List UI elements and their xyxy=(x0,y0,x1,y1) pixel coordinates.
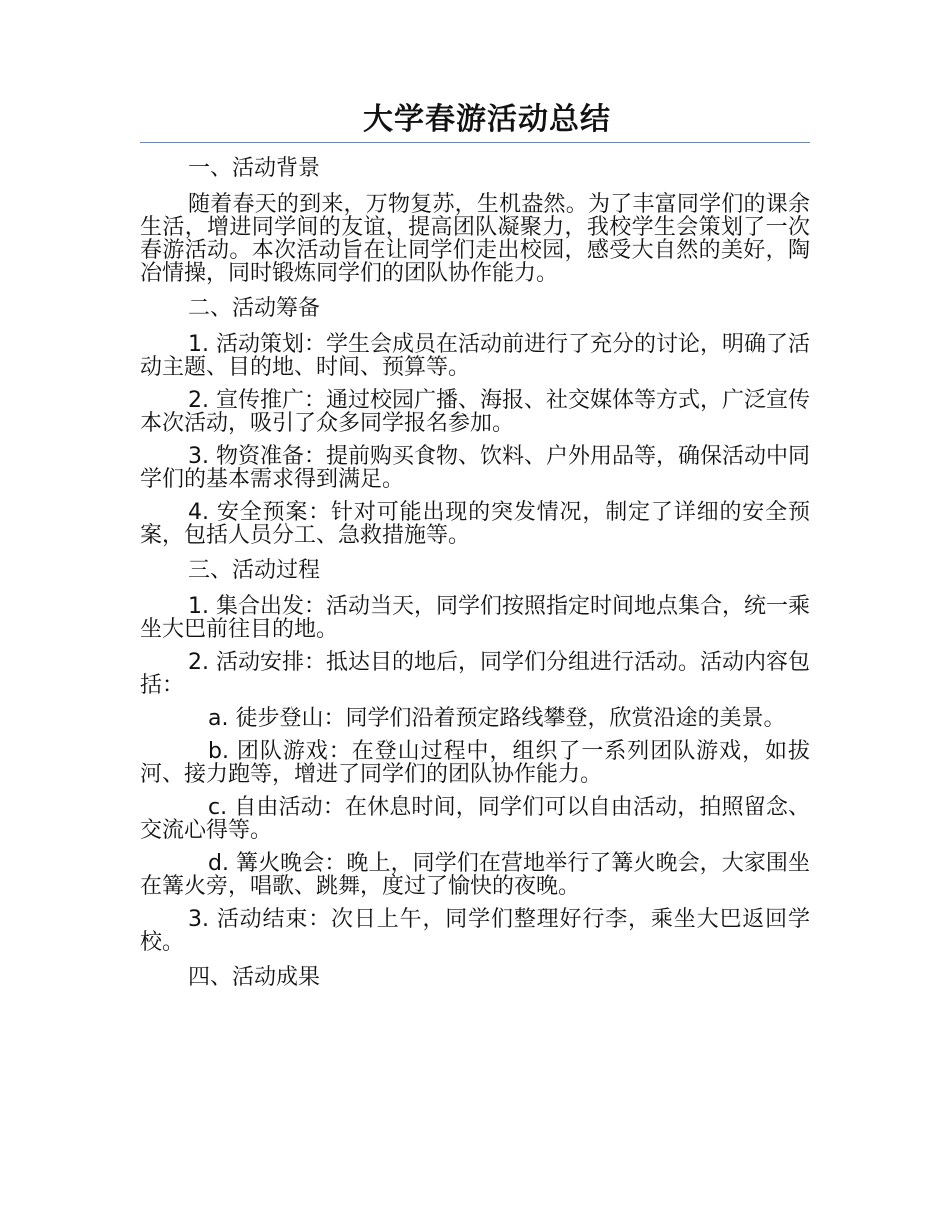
process-subitem-team-games: b. 团队游戏：在登山过程中，组织了一系列团队游戏，如拔河、接力跑等，增进了同学们的团队协作能力。 xyxy=(140,739,810,787)
process-subitem-free-time: c. 自由活动：在休息时间，同学们可以自由活动，拍照留念、交流心得等。 xyxy=(140,795,810,843)
section-heading-results: 四、活动成果 xyxy=(188,965,321,990)
preparation-item-safety: 4. 安全预案：针对可能出现的突发情况，制定了详细的安全预案，包括人员分工、急救措施等。 xyxy=(140,500,810,548)
document-title: 大学春游活动总结 xyxy=(363,102,611,137)
section-heading-background: 一、活动背景 xyxy=(188,156,321,181)
process-item-ending: 3. 活动结束：次日上午，同学们整理好行李，乘坐大巴返回学校。 xyxy=(140,907,810,955)
process-subitem-hiking: a. 徒步登山：同学们沿着预定路线攀登，欣赏沿途的美景。 xyxy=(208,706,786,731)
section-heading-preparation: 二、活动筹备 xyxy=(188,296,321,321)
background-paragraph: 随着春天的到来，万物复苏，生机盎然。为了丰富同学们的课余生活，增进同学间的友谊，提高团队凝聚力，我校学生会策划了一次春游活动。本次活动旨在让同学们走出校园，感受大自然的美好，陶冶情操，同时锻炼同学们的团队协作能力。 xyxy=(140,192,810,286)
preparation-item-promotion: 2. 宣传推广：通过校园广播、海报、社交媒体等方式，广泛宣传本次活动，吸引了众多同学报名参加。 xyxy=(140,388,810,436)
title-underline xyxy=(140,142,810,143)
preparation-item-supplies: 3. 物资准备：提前购买食物、饮料、户外用品等，确保活动中同学们的基本需求得到满足。 xyxy=(140,444,810,492)
section-heading-process: 三、活动过程 xyxy=(188,558,321,583)
process-item-departure: 1. 集合出发：活动当天，同学们按照指定时间地点集合，统一乘坐大巴前往目的地。 xyxy=(140,594,810,642)
process-item-arrangement: 2. 活动安排：抵达目的地后，同学们分组进行活动。活动内容包括： xyxy=(140,650,810,698)
document-page xyxy=(140,98,810,1002)
preparation-item-planning: 1. 活动策划：学生会成员在活动前进行了充分的讨论，明确了活动主题、目的地、时间、预算等。 xyxy=(140,332,810,380)
process-subitem-bonfire: d. 篝火晚会：晚上，同学们在营地举行了篝火晚会，大家围坐在篝火旁，唱歌、跳舞，度过了愉快的夜晚。 xyxy=(140,851,811,899)
